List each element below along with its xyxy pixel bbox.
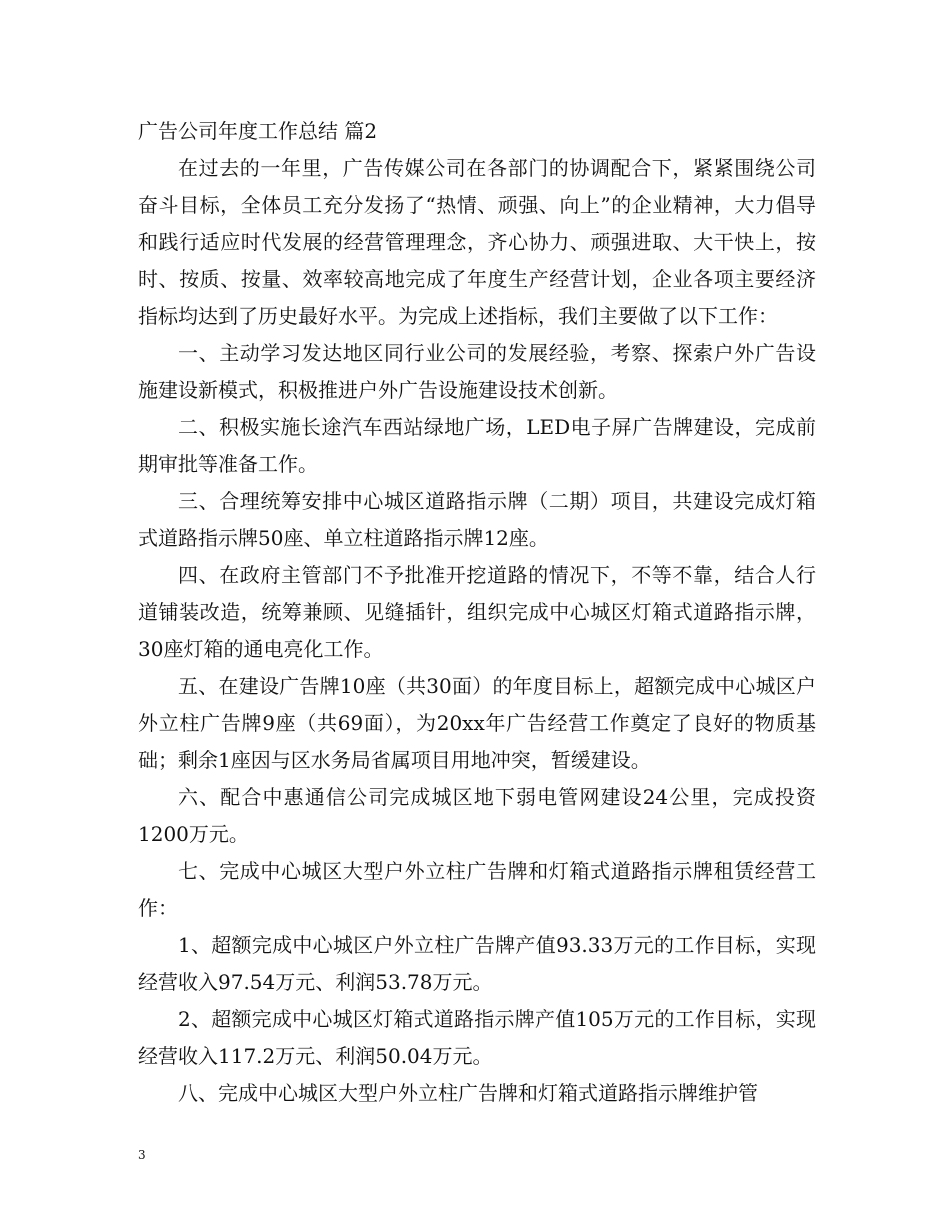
- paragraph-item-3: 三、合理统筹安排中心城区道路指示牌（二期）项目，共建设完成灯箱式道路指示牌50座、单立柱道路指示牌12座。: [138, 489, 816, 550]
- paragraph-item-2: 二、积极实施长途汽车西站绿地广场，LED电子屏广告牌建设，完成前期审批等准备工作。: [138, 415, 816, 476]
- paragraph-item-6: 六、配合中惠通信公司完成城区地下弱电管网建设24公里，完成投资1200万元。: [138, 785, 816, 846]
- paragraph-intro: 在过去的一年里，广告传媒公司在各部门的协调配合下，紧紧围绕公司奋斗目标，全体员工充分发扬了“热情、顽强、向上”的企业精神，大力倡导和践行适应时代发展的经营管理理念，齐心协力、顽强进取、大干快上，按时、按质、按量、效率较高地完成了年度生产经营计划，企业各项主要经济指标均达到了历史最好水平。为完成上述指标，我们主要做了以下工作：: [138, 156, 816, 328]
- document-title: 广告公司年度工作总结 篇2: [138, 119, 378, 143]
- paragraph-subitem-1: 1、超额完成中心城区户外立柱广告牌产值93.33万元的工作目标，实现经营收入97.54万元、利润53.78万元。: [138, 933, 816, 994]
- paragraph-item-8: 八、完成中心城区大型户外立柱广告牌和灯箱式道路指示牌维护管: [178, 1081, 758, 1105]
- document-body: [138, 116, 816, 1112]
- page-number: 3: [138, 1148, 146, 1162]
- paragraph-item-5: 五、在建设广告牌10座（共30面）的年度目标上，超额完成中心城区户外立柱广告牌9座（共69面），为20xx年广告经营工作奠定了良好的物质基础；剩余1座因与区水务局省属项目用地冲突，暂缓建设。: [138, 674, 816, 772]
- paragraph-item-7: 七、完成中心城区大型户外立柱广告牌和灯箱式道路指示牌租赁经营工作：: [138, 859, 816, 920]
- paragraph-item-4: 四、在政府主管部门不予批准开挖道路的情况下，不等不靠，结合人行道铺装改造，统筹兼顾、见缝插针，组织完成中心城区灯箱式道路指示牌，30座灯箱的通电亮化工作。: [138, 563, 816, 661]
- paragraph-item-1: 一、主动学习发达地区同行业公司的发展经验，考察、探索户外广告设施建设新模式，积极推进户外广告设施建设技术创新。: [138, 341, 816, 402]
- paragraph-subitem-2: 2、超额完成中心城区灯箱式道路指示牌产值105万元的工作目标，实现经营收入117.2万元、利润50.04万元。: [138, 1007, 816, 1068]
